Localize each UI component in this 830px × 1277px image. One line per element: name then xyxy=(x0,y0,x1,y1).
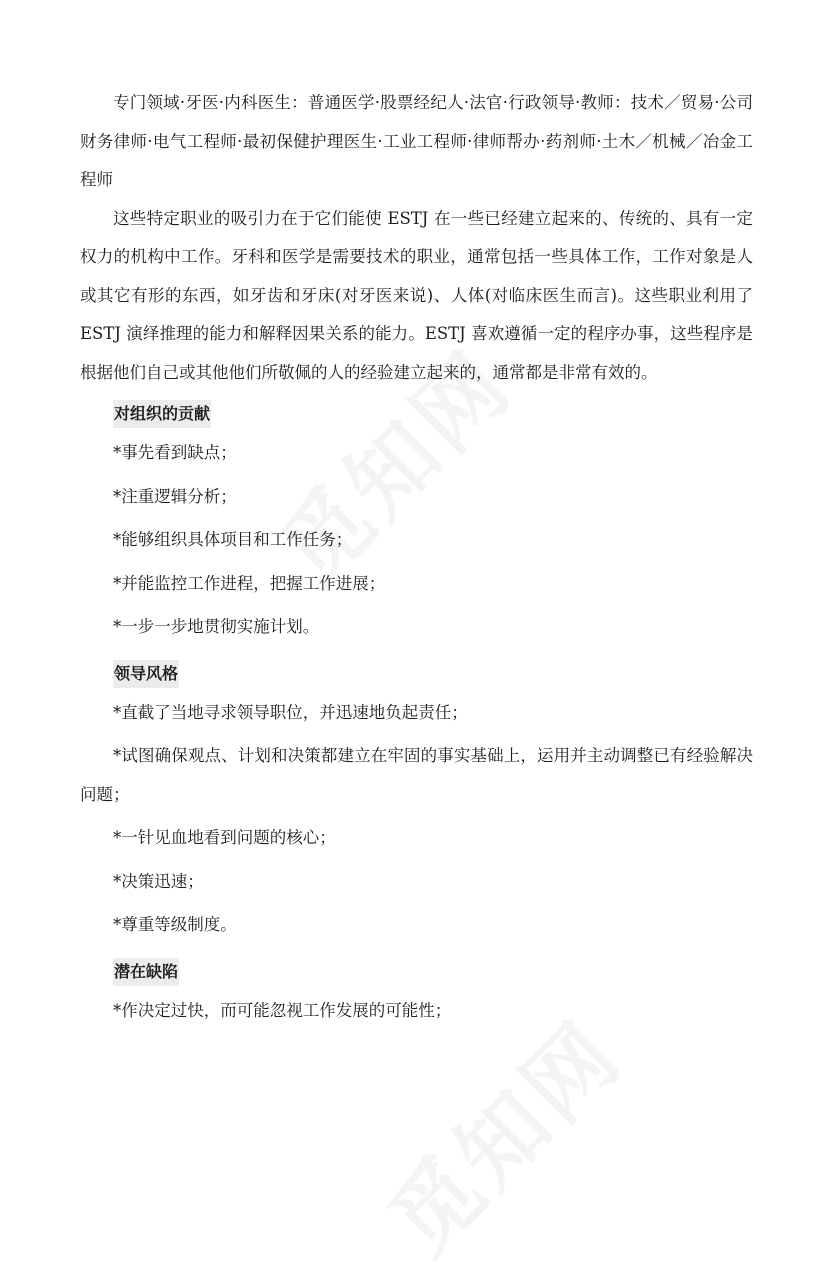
list-item: *尊重等级制度。 xyxy=(113,915,237,934)
section-heading: 潜在缺陷 xyxy=(113,958,179,986)
list-item: *作决定过快，而可能忽视工作发展的可能性； xyxy=(113,1000,452,1020)
list-item: *并能监控工作进程，把握工作进展； xyxy=(113,573,386,593)
list-item: *注重逻辑分析； xyxy=(113,486,237,506)
list-item: *试图确保观点、计划和决策都建立在牢固的事实基础上，运用并主动调整已有经验解决问题； xyxy=(80,746,753,804)
section-potential-pitfalls xyxy=(80,950,753,1031)
list-item: *决策迅速； xyxy=(113,871,204,891)
document-body xyxy=(80,84,753,1035)
careers-paragraph: 专门领域·牙医·内科医生：普通医学·股票经纪人·法官·行政领导·教师：技术／贸易·公司财务律师·电气工程师·最初保健护理医生·工业工程师·律师帮办·药剂师·土木／机械／冶金工程师 xyxy=(80,93,753,189)
section-contributions xyxy=(80,392,753,647)
list-item: *事先看到缺点； xyxy=(113,443,237,462)
section-heading: 对组织的贡献 xyxy=(113,400,211,428)
list-item: *直截了当地寻求领导职位，并迅速地负起责任； xyxy=(113,702,468,722)
section-leadership-style xyxy=(80,652,753,945)
list-item: *一步一步地贯彻实施计划。 xyxy=(113,617,320,636)
section-heading: 领导风格 xyxy=(113,660,179,688)
list-item: *能够组织具体项目和工作任务； xyxy=(113,530,353,549)
career-appeal-paragraph: 这些特定职业的吸引力在于它们能使 ESTJ 在一些已经建立起来的、传统的、具有一定权力的机构中工作。牙科和医学是需要技术的职业，通常包括一些具体工作，工作对象是人或其它有形的东西，如牙齿和牙床(对牙医来说)、人体(对临床医生而言)。这些职业利用了 ESTJ 演绎推理的能力和解释因果关系的能力。ESTJ 喜欢遵循一定的程序办事，这些程序是根据他们自己或其他他们所敬佩的人的经验建立起来的，通常都是非常有效的。 xyxy=(80,208,753,382)
list-item: *一针见血地看到问题的核心； xyxy=(113,828,336,847)
